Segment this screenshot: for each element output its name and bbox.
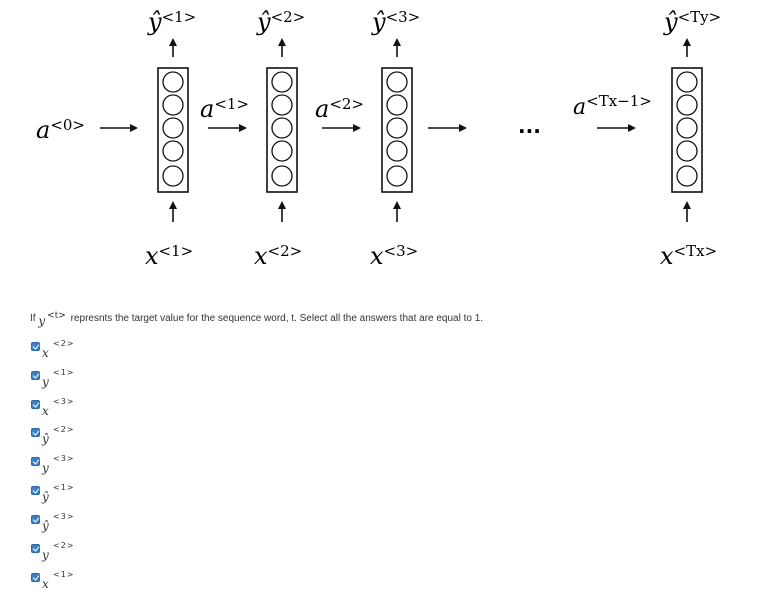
input-label-1: $x^{<1>}$ <box>145 242 194 270</box>
input-label-2: $x^{<2>}$ <box>254 242 303 270</box>
activation-label-tx-minus-1: $a^{<Tx-1>}$ <box>573 92 652 120</box>
rnn-cell-3 <box>382 68 412 192</box>
checkbox-checked-icon[interactable] <box>31 371 40 380</box>
ellipsis: ... <box>518 114 541 138</box>
activation-label-0: $a^{<0>}$ <box>36 116 85 144</box>
checkbox-checked-icon[interactable] <box>31 400 40 409</box>
checkbox-checked-icon[interactable] <box>31 573 40 582</box>
question-superscript: <t> <box>47 311 66 321</box>
question-body: represnts the target value for the sequence word, t. Select all the answers that are equal to 1. <box>70 313 484 324</box>
checkbox-checked-icon[interactable] <box>31 544 40 553</box>
activation-label-2: $a^{<2>}$ <box>315 95 364 123</box>
output-label-ty: $ŷ^{<Ty>}$ <box>664 8 722 36</box>
rnn-cell-2 <box>267 68 297 192</box>
input-arrows <box>173 203 687 222</box>
output-arrows <box>173 40 687 57</box>
checkbox-checked-icon[interactable] <box>31 515 40 524</box>
output-label-1: $ŷ^{<1>}$ <box>148 8 197 36</box>
output-label-3: $ŷ^{<3>}$ <box>372 8 421 36</box>
activation-label-1: $a^{<1>}$ <box>200 95 249 123</box>
input-label-3: $x^{<3>}$ <box>370 242 419 270</box>
question-variable: y <box>38 314 46 328</box>
input-label-tx: $x^{<Tx>}$ <box>660 242 718 270</box>
rnn-cell-ty <box>672 68 702 192</box>
checkbox-checked-icon[interactable] <box>31 486 40 495</box>
checkbox-checked-icon[interactable] <box>31 428 40 437</box>
rnn-cell-1 <box>158 68 188 192</box>
checkbox-checked-icon[interactable] <box>31 457 40 466</box>
output-label-2: $ŷ^{<2>}$ <box>257 8 306 36</box>
question-text: If y <t> represnts the target value for the sequence word, t. Select all the answers that are equal to 1. <box>30 311 484 328</box>
checkbox-checked-icon[interactable] <box>31 342 40 351</box>
